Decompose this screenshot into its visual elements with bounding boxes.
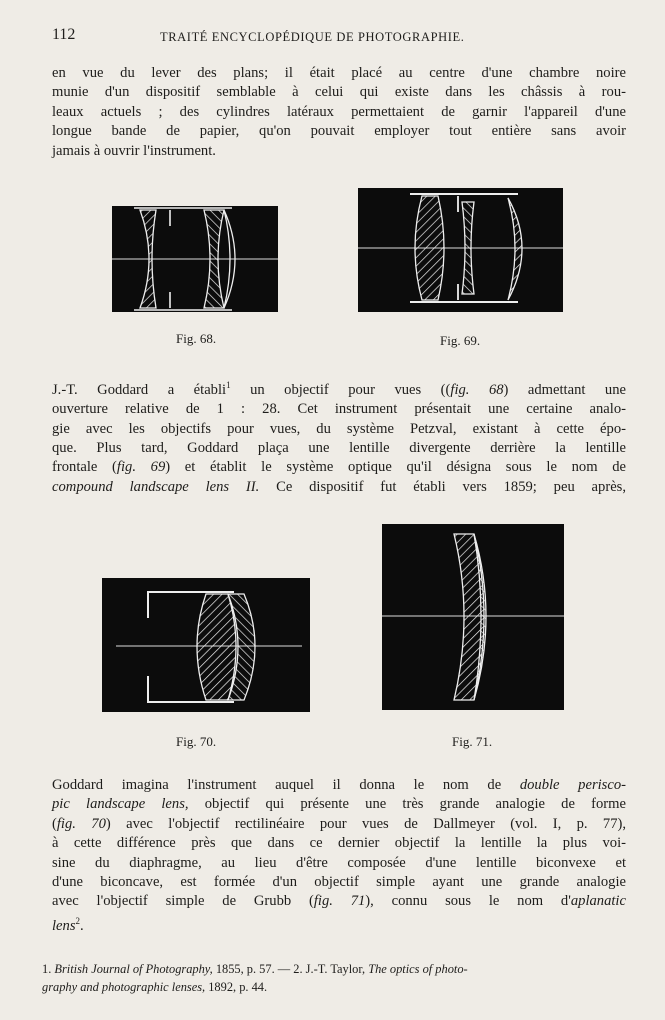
figure-69-caption: Fig. 69. — [440, 333, 481, 348]
text-line: leaux actuels ; des cylindres latéraux permettaient de garnir l'appareil d'une — [52, 103, 626, 120]
text-line: frontale (fig. 69) et établit le système optique qu'il désigna sous le nom de — [52, 459, 627, 476]
page-header — [52, 26, 632, 48]
figure-71-caption: Fig. 71. — [452, 734, 493, 749]
figure-68-caption: Fig. 68. — [176, 331, 217, 346]
text-line: munie d'un dispositif semblable à celui qui existe dans les châssis à rou- — [52, 84, 626, 101]
figure-69-drawing — [358, 188, 563, 312]
text-line: que. Plus tard, Goddard plaça une lentille divergente derrière la lentille — [52, 440, 626, 457]
text-line: à cette différence près que dans ce dernier objectif la lentille la plus voi- — [52, 835, 626, 852]
figure-68-drawing — [112, 206, 278, 312]
text-line: sine du diaphragme, au lieu d'être composée d'une lentille biconvexe et — [52, 854, 626, 871]
footnote-line: graphy and photographic lenses, 1892, p. 44. — [42, 980, 268, 994]
text-line: avec l'objectif simple de Grubb (fig. 71), connu sous le nom d'aplanatic — [52, 893, 626, 910]
paragraph-goddard — [52, 376, 626, 497]
text-line: jamais à ouvrir l'instrument. — [52, 142, 216, 159]
text-line: compound landscape lens II. Ce dispositif fut établi vers 1859; peu après, — [52, 478, 626, 495]
text-line: gie avec les objectifs pour vues, du système Petzval, existant à cette épo- — [52, 420, 626, 437]
footnote-line: 1. British Journal of Photography, 1855, p. 57. — 2. J.-T. Taylor, The optics of photo- — [42, 962, 468, 976]
text-line: Goddard imagina l'instrument auquel il donna le nom de double perisco- — [52, 777, 626, 793]
text-line: pic landscape lens, objectif qui présente une très grande analogie de forme — [52, 796, 626, 813]
figure-71-drawing — [382, 524, 564, 710]
figure-70-drawing — [102, 578, 310, 712]
running-title: TRAITÉ ENCYCLOPÉDIQUE DE PHOTOGRAPHIE. — [160, 30, 465, 44]
text-line: longue bande de papier, qu'on pouvait employer tout entière sans avoir — [52, 123, 626, 140]
figure-70-lens-diagram — [102, 578, 310, 712]
figure-70-caption: Fig. 70. — [176, 734, 217, 749]
figure-68-lens-diagram — [112, 206, 278, 312]
figure-71-lens-diagram — [382, 524, 564, 710]
text-line: ouverture relative de 1 : 28. Cet instrument présentait une certaine analo- — [52, 401, 626, 418]
text-line: en vue du lever des plans; il était placé au centre d'une chambre noire — [52, 65, 626, 81]
text-line: d'une biconcave, est formée d'un objectif simple ayant une grande analogie — [52, 874, 626, 891]
text-line: J.-T. Goddard a établi$^1$ un objectif pour vues ((fig. 68) admettant une — [52, 380, 626, 398]
paragraph-intro — [52, 64, 626, 161]
page-number: 112 — [52, 26, 76, 43]
text-line: lens$^2$. — [52, 915, 84, 934]
text-line: (fig. 70) avec l'objectif rectilinéaire pour vues de Dallmeyer (vol. I, p. 77), — [52, 815, 626, 832]
figure-69-lens-diagram — [358, 188, 563, 312]
footnotes — [42, 960, 626, 996]
paragraph-double-periscopic — [52, 776, 626, 936]
